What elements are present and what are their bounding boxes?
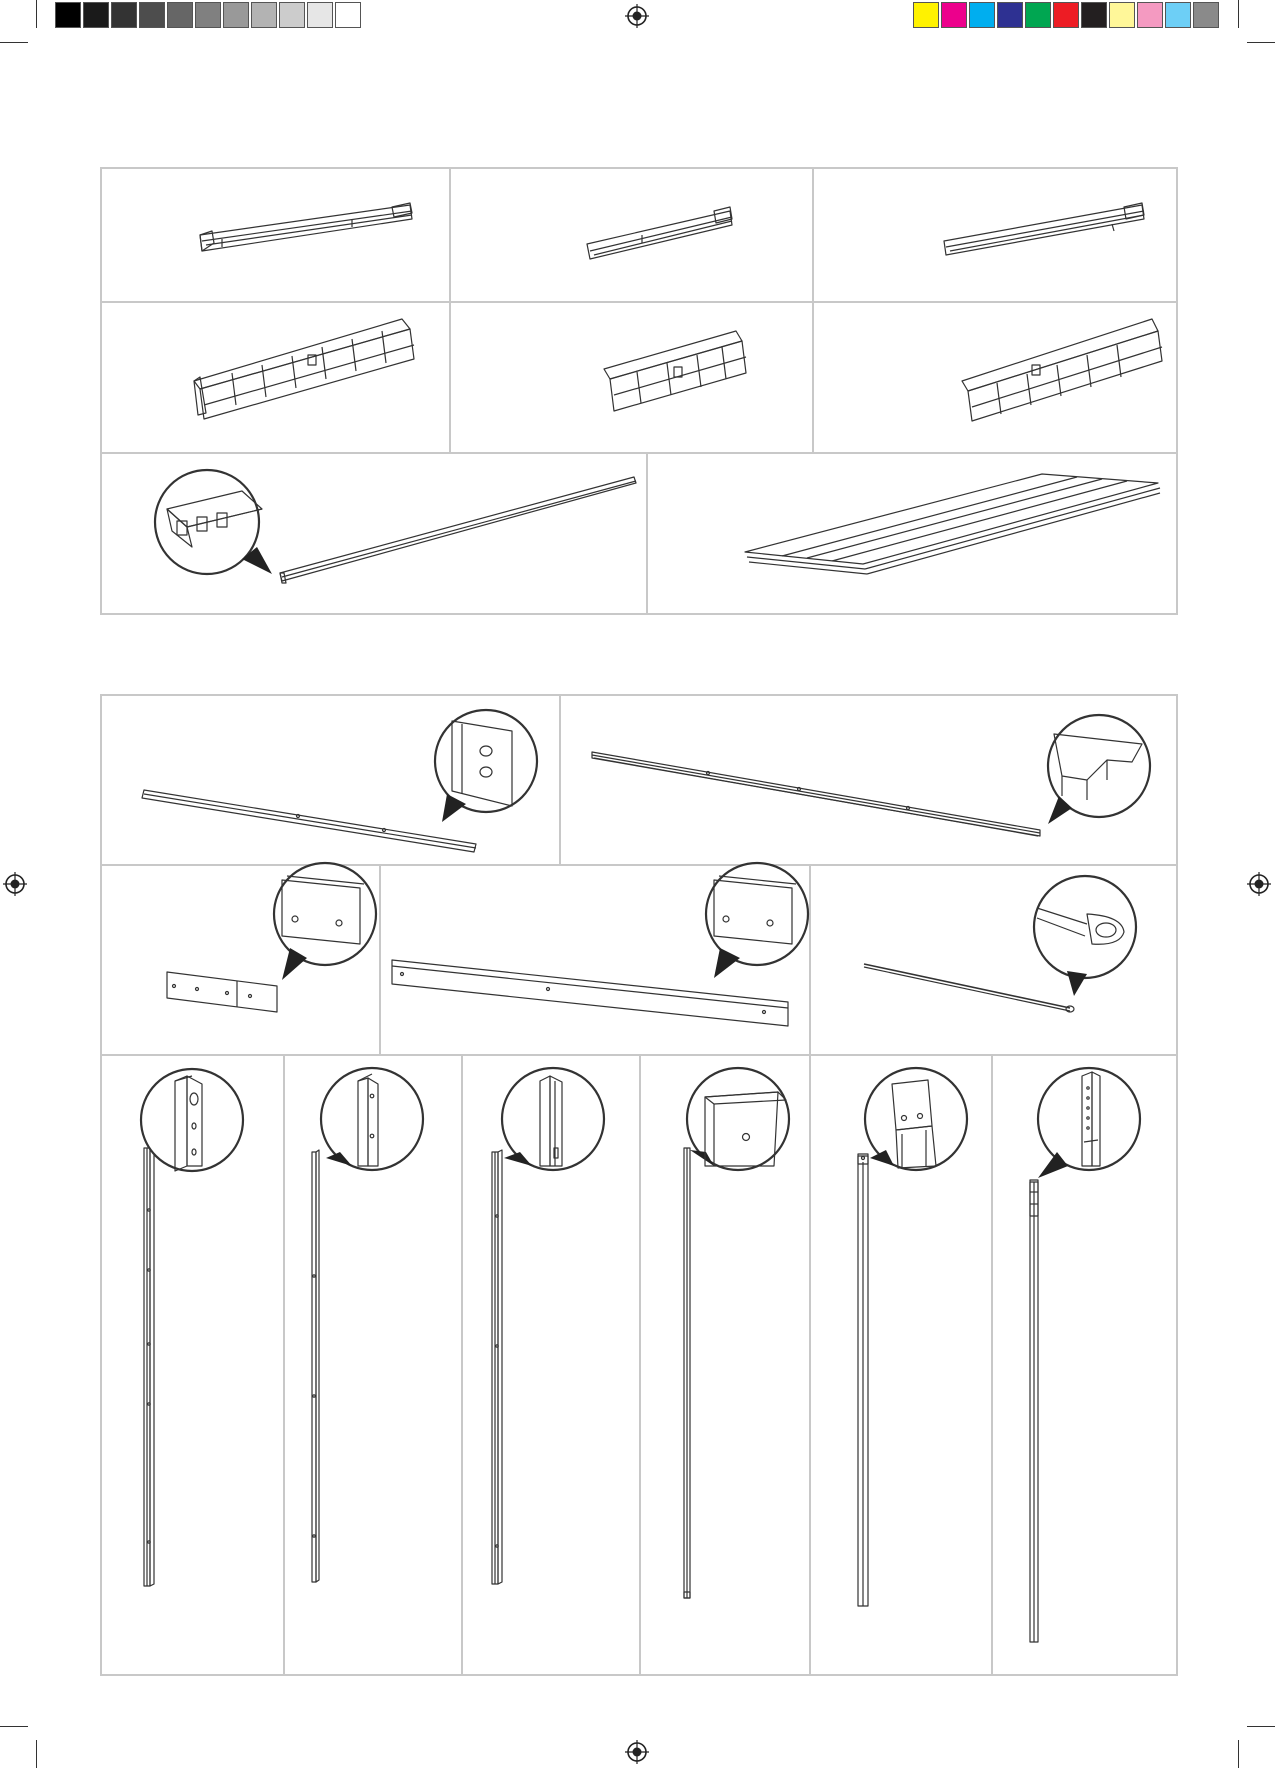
registration-target-icon xyxy=(625,1740,649,1764)
crop-mark-top-left-v xyxy=(36,0,37,28)
registration-target-icon xyxy=(3,872,27,896)
gray-scale-swatch xyxy=(279,2,305,28)
crop-mark-bottom-left-v xyxy=(36,1740,37,1768)
corner-post-1-drawing xyxy=(144,1146,154,1586)
top-rail-long-drawing xyxy=(200,203,412,251)
box-beam-long-drawing xyxy=(392,960,788,1026)
metal-parts-panel xyxy=(100,694,1178,1676)
gray-scale-swatch xyxy=(83,2,109,28)
corner-post-3-drawing xyxy=(492,1150,502,1584)
floor-beam-long-drawing xyxy=(194,319,414,419)
gray-scale-swatch xyxy=(307,2,333,28)
zoom-callout-circle xyxy=(687,1068,789,1170)
angle-rail-drawing xyxy=(142,790,476,852)
zoom-callout-circle xyxy=(865,1068,967,1170)
floor-beam-medium-drawing xyxy=(962,319,1162,421)
gray-scale-swatch xyxy=(111,2,137,28)
gray-scale-swatch xyxy=(167,2,193,28)
zoom-callout-circle xyxy=(435,710,537,822)
color-swatch xyxy=(1053,2,1079,28)
metal-parts-drawing xyxy=(102,696,1176,1674)
gray-scale-swatch xyxy=(335,2,361,28)
gray-scale-swatch xyxy=(195,2,221,28)
zoom-callout-circle xyxy=(1034,876,1136,996)
plastic-parts-drawing xyxy=(102,169,1176,613)
color-swatch xyxy=(1109,2,1135,28)
floor-beam-short-drawing xyxy=(604,331,746,411)
door-frame-post-drawing xyxy=(858,1154,868,1606)
gray-scale-swatch xyxy=(139,2,165,28)
top-rail-medium-drawing xyxy=(944,203,1144,255)
zoom-callout-circle xyxy=(321,1068,423,1170)
door-post-drawing xyxy=(684,1148,690,1598)
crop-mark-top-left-h xyxy=(0,42,28,43)
color-swatch xyxy=(941,2,967,28)
crop-mark-top-right-v xyxy=(1238,0,1239,28)
zoom-callout-circle xyxy=(1038,1068,1140,1178)
color-swatch xyxy=(1025,2,1051,28)
corner-post-2-drawing xyxy=(312,1150,319,1582)
gray-scale-swatch xyxy=(223,2,249,28)
color-swatch xyxy=(1137,2,1163,28)
gray-scale-swatch xyxy=(251,2,277,28)
crop-mark-bottom-right-h xyxy=(1247,1726,1275,1727)
zoom-callout-circle xyxy=(706,863,808,978)
crop-mark-top-right-h xyxy=(1247,42,1275,43)
wall-panel-drawing xyxy=(745,474,1160,574)
crop-mark-bottom-left-h xyxy=(0,1726,28,1727)
tie-rod-drawing xyxy=(864,964,1074,1012)
zoom-callout-circle xyxy=(155,470,272,574)
gray-scale-swatch xyxy=(55,2,81,28)
zoom-callout-circle xyxy=(1048,715,1150,824)
top-rail-short-drawing xyxy=(587,207,732,259)
color-swatch xyxy=(1165,2,1191,28)
registration-target-icon xyxy=(625,4,649,28)
color-swatch xyxy=(1193,2,1219,28)
crop-mark-bottom-right-v xyxy=(1238,1740,1239,1768)
color-swatch xyxy=(997,2,1023,28)
floor-plank-drawing xyxy=(280,477,636,583)
center-post-drawing xyxy=(1030,1180,1038,1642)
zoom-callout-circle xyxy=(141,1069,243,1171)
registration-target-icon xyxy=(1247,872,1271,896)
channel-rail-long-drawing xyxy=(592,752,1040,836)
color-swatch xyxy=(969,2,995,28)
plastic-parts-panel xyxy=(100,167,1178,615)
zoom-callout-circle xyxy=(502,1068,604,1170)
zoom-callout-circle xyxy=(274,863,376,980)
color-swatch xyxy=(913,2,939,28)
color-swatch xyxy=(1081,2,1107,28)
box-beam-short-drawing xyxy=(167,972,277,1012)
